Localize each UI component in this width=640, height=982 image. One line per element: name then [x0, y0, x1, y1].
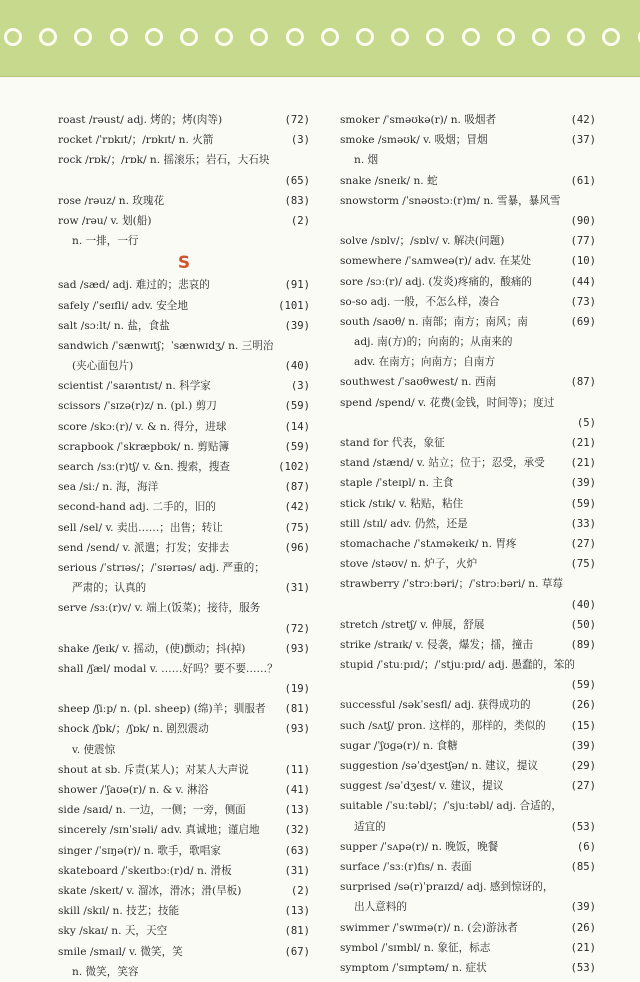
entry-text: suggestion /səˈdʒestʃən/ n. 建议，提议	[340, 760, 539, 772]
glossary-entry	[340, 857, 596, 877]
decorative-circle	[321, 28, 339, 46]
page-reference: (6)	[576, 840, 596, 853]
page-reference: (65)	[284, 174, 310, 187]
page-reference: (29)	[570, 760, 596, 772]
decorative-circle	[602, 28, 620, 46]
entry-text: strawberry /ˈstrɔːbəri/；/ˈstrɔːbəri/ n. 草莓	[340, 578, 564, 591]
glossary-entry	[58, 861, 310, 881]
entry-continuation	[58, 619, 310, 639]
entry-text: southwest /ˈsaʊθwest/ n. 西南	[340, 376, 497, 389]
page-reference: (81)	[284, 925, 310, 938]
glossary-entry	[58, 841, 310, 861]
page-reference: (39)	[284, 319, 310, 332]
glossary-entry	[58, 477, 310, 497]
page-reference: (75)	[284, 521, 310, 534]
glossary-entry	[58, 518, 310, 538]
entry-text: smoke /sməʊk/ v. 吸烟；冒烟	[340, 134, 488, 147]
glossary-entry	[340, 837, 596, 857]
glossary-entry	[58, 457, 310, 477]
page-reference: (63)	[284, 844, 310, 857]
decorative-circle	[250, 28, 268, 46]
page-reference: (81)	[284, 703, 310, 716]
page-reference: (40)	[284, 360, 310, 373]
entry-text: rock /rɒk/；/rɒk/ n. 摇滚乐；岩石，大石块	[58, 154, 270, 167]
decorative-circle	[286, 28, 304, 46]
glossary-entry	[58, 150, 310, 170]
page-reference: (42)	[284, 501, 310, 514]
entry-text: salt /sɔːlt/ n. 盐，食盐	[58, 319, 170, 332]
page-reference: (59)	[284, 400, 310, 413]
page-reference: (32)	[284, 824, 310, 837]
glossary-entry	[340, 655, 596, 675]
glossary-entry	[340, 958, 596, 978]
glossary-entry	[340, 393, 596, 413]
page-reference: (21)	[570, 941, 596, 954]
decorative-circle	[74, 28, 92, 46]
entry-continuation	[58, 578, 310, 598]
entry-text: singer /ˈsɪŋə(r)/ n. 歌手，歌唱家	[58, 844, 221, 857]
glossary-entry	[58, 396, 310, 416]
glossary-entry	[340, 251, 596, 271]
glossary-entry	[340, 292, 596, 312]
entry-text: sell /sel/ v. 卖出……；出售；转让	[58, 521, 223, 534]
entry-text: n. 一排，一行	[72, 235, 139, 248]
entry-continuation	[340, 897, 596, 917]
entry-text: stick /stɪk/ v. 粘贴，粘住	[340, 497, 464, 510]
entry-text: rocket /ˈrɒkɪt/；/rɒkɪt/ n. 火箭	[58, 134, 214, 147]
page-reference: (75)	[570, 558, 596, 571]
page-reference: (14)	[284, 420, 310, 433]
page-reference: (41)	[284, 784, 310, 796]
entry-continuation	[340, 413, 596, 433]
entry-text: supper /ˈsʌpə(r)/ n. 晚饭，晚餐	[340, 840, 499, 853]
entry-text: surface /ˈsɜː(r)fɪs/ n. 表面	[340, 860, 472, 873]
entry-text: serious /ˈstrɪəs/；/ˈsɪərɪəs/ adj. 严重的；	[58, 561, 265, 574]
glossary-entry	[340, 272, 596, 292]
entry-text: adj. 南(方)的；向南的；从南来的	[354, 336, 513, 349]
entry-text: v. 使震惊	[72, 743, 116, 756]
entry-text: stomachache /ˈstʌməkeɪk/ n. 胃疼	[340, 537, 517, 550]
glossary-entry	[340, 534, 596, 554]
page-reference: (67)	[284, 945, 310, 958]
entry-text: solve /sɒlv/；/sɒlv/ v. 解决(问题)	[340, 235, 505, 248]
decorative-circle	[426, 28, 444, 46]
entry-text: sandwich /ˈsænwɪtʃ；ˈsænwɪdʒ/ n. 三明治	[58, 339, 274, 352]
entry-text: surprised /sə(r)ˈpraɪzd/ adj. 感到惊讶的，	[340, 881, 554, 894]
entry-text: stand /stænd/ v. 站立；位于；忍受，承受	[340, 457, 545, 470]
page-reference: (26)	[570, 699, 596, 712]
glossary-entry	[58, 191, 310, 211]
glossary-entry	[340, 695, 596, 715]
glossary-entry	[58, 376, 310, 396]
entry-text: sincerely /sɪnˈsɪəli/ adv. 真诚地；谨启地	[58, 824, 260, 837]
glossary-entry	[340, 938, 596, 958]
entry-text: snowstorm /ˈsnəʊstɔː(r)m/ n. 雪暴，暴风雪	[340, 194, 561, 207]
page-reference: (90)	[570, 214, 596, 227]
page-reference: (87)	[570, 376, 596, 389]
entry-text: shock /ʃɒk/；/ʃɒk/ n. 剧烈震动	[58, 723, 209, 736]
entry-text: such /sʌtʃ/ pron. 这样的，那样的，类似的	[340, 719, 546, 732]
page-reference: (21)	[570, 437, 596, 449]
entry-text: stupid /ˈstuːpɪd/；/ˈstjuːpɪd/ adj. 愚蠢的，笨的	[340, 659, 575, 672]
entry-continuation	[58, 962, 310, 982]
glossary-entry	[340, 514, 596, 534]
entry-text: symptom /ˈsɪmptəm/ n. 症状	[340, 961, 487, 974]
glossary-entry	[340, 554, 596, 574]
entry-text: side /saɪd/ n. 一边，一侧；一旁，侧面	[58, 804, 246, 817]
glossary-entry	[58, 316, 310, 336]
glossary-entry	[58, 598, 310, 618]
glossary-entry	[58, 942, 310, 962]
entry-text: swimmer /ˈswɪmə(r)/ n. (会)游泳者	[340, 921, 518, 934]
page-reference: (72)	[284, 114, 310, 126]
glossary-entry	[58, 780, 310, 800]
glossary-entry	[58, 437, 310, 457]
entry-text: so-so adj. 一般，不怎么样，凑合	[340, 295, 500, 308]
page-reference: (10)	[570, 255, 596, 268]
entry-text: stretch /stretʃ/ v. 伸展，舒展	[340, 618, 485, 631]
entry-text: n. 微笑，笑容	[72, 965, 139, 978]
entry-text: snake /sneɪk/ n. 蛇	[340, 174, 438, 187]
decorative-circle	[4, 28, 22, 46]
page-reference: (91)	[284, 279, 310, 292]
page-reference: (2)	[290, 214, 310, 227]
glossary-entry	[340, 574, 596, 594]
glossary-entry	[58, 881, 310, 901]
page-reference: (93)	[284, 642, 310, 655]
glossary-entry	[58, 699, 310, 719]
page-reference: (83)	[284, 194, 310, 207]
entry-text: skill /skɪl/ n. 技艺；技能	[58, 905, 180, 918]
entry-text: scrapbook /ˈskræpbʊk/ n. 剪贴簿	[58, 440, 230, 453]
page-reference: (59)	[570, 497, 596, 510]
decorative-circle	[180, 28, 198, 46]
page-reference: (44)	[570, 275, 596, 288]
entry-continuation	[340, 595, 596, 615]
entry-text: shower /ˈʃaʊə(r)/ n. & v. 淋浴	[58, 784, 209, 796]
glossary-entry	[340, 716, 596, 736]
page-reference: (5)	[576, 416, 596, 429]
entry-text: (夹心面包片)	[72, 360, 134, 373]
entry-text: search /sɜː(r)tʃ/ v. &n. 搜索，搜查	[58, 461, 230, 473]
page-reference: (85)	[570, 860, 596, 873]
decorative-circle	[567, 28, 585, 46]
page-reference: (3)	[290, 380, 310, 393]
decorative-header-band	[0, 0, 640, 77]
glossary-entry	[340, 231, 596, 251]
page-reference: (61)	[570, 174, 596, 187]
page-reference: (53)	[570, 820, 596, 833]
entry-text: strike /straɪk/ v. 侵袭，爆发；擂，撞击	[340, 638, 533, 651]
page-reference: (31)	[284, 864, 310, 877]
entry-continuation	[340, 675, 596, 695]
decorative-circle	[145, 28, 163, 46]
entry-text: smoker /ˈsməʊkə(r)/ n. 吸烟者	[340, 114, 497, 126]
decorative-circle	[391, 28, 409, 46]
entry-text: 适宜的	[354, 820, 386, 833]
glossary-entry	[340, 130, 596, 150]
entry-text: scissors /ˈsɪzə(r)z/ n. (pl.) 剪刀	[58, 400, 217, 413]
glossary-entry	[58, 820, 310, 840]
page-reference: (39)	[570, 739, 596, 752]
entry-text: shout at sb. 斥责(某人)；对某人大声说	[58, 763, 249, 776]
entry-text: safely /ˈseɪfli/ adv. 安全地	[58, 299, 188, 312]
glossary-entry	[58, 760, 310, 780]
glossary-entry	[340, 312, 596, 332]
entry-continuation	[58, 356, 310, 376]
entry-text: shake /ʃeɪk/ v. 摇动，(使)颤动；抖(掉)	[58, 642, 246, 655]
entry-continuation	[340, 332, 596, 352]
entry-text: sugar /ˈʃʊɡə(r)/ n. 食糖	[340, 739, 458, 752]
entry-text: shall /ʃæl/ modal v. ……好吗？要不要……？	[58, 662, 278, 675]
decorative-circle-row	[0, 28, 640, 54]
glossary-entry	[58, 901, 310, 921]
entry-text: n. 烟	[354, 154, 379, 167]
page-reference: (89)	[570, 638, 596, 651]
glossary-column-left	[58, 110, 310, 982]
page-reference: (37)	[570, 134, 596, 147]
page-reference: (59)	[570, 679, 596, 692]
entry-text: score /skɔː(r)/ v. & n. 得分，进球	[58, 420, 227, 433]
glossary-entry	[340, 776, 596, 796]
page-reference: (2)	[290, 884, 310, 897]
decorative-circle	[462, 28, 480, 46]
glossary-entry	[58, 110, 310, 130]
page-reference: (11)	[284, 763, 310, 776]
entry-text: sad /sæd/ adj. 难过的；悲哀的	[58, 279, 210, 292]
glossary-column-right	[340, 110, 596, 978]
entry-text: sea /siː/ n. 海，海洋	[58, 481, 159, 494]
page-reference: (69)	[570, 315, 596, 328]
page-reference: (50)	[570, 618, 596, 631]
decorative-circle	[356, 28, 374, 46]
page-reference: (39)	[570, 477, 596, 490]
page-reference: (26)	[570, 921, 596, 934]
entry-text: successful /səkˈsesfl/ adj. 获得成功的	[340, 699, 531, 712]
glossary-entry	[340, 453, 596, 473]
entry-continuation	[58, 679, 310, 699]
page-reference: (53)	[570, 961, 596, 974]
page-reference: (102)	[278, 461, 310, 473]
entry-text: suitable /ˈsuːtəbl/；/ˈsjuːtəbl/ adj. 合适的，	[340, 800, 562, 813]
glossary-entry	[340, 473, 596, 493]
glossary-entry	[58, 800, 310, 820]
page-reference: (101)	[278, 299, 310, 312]
page-reference: (13)	[284, 804, 310, 817]
entry-continuation	[58, 231, 310, 251]
glossary-entry	[340, 756, 596, 776]
entry-text: staple /ˈsteɪpl/ n. 主食	[340, 477, 454, 490]
decorative-circle	[110, 28, 128, 46]
entry-text: symbol /ˈsɪmbl/ n. 象征，标志	[340, 941, 491, 954]
entry-text: 严肃的；认真的	[72, 582, 147, 595]
entry-text: second-hand adj. 二手的，旧的	[58, 501, 216, 514]
glossary-entry	[340, 494, 596, 514]
glossary-entry	[340, 171, 596, 191]
glossary-entry	[58, 659, 310, 679]
glossary-entry	[58, 336, 310, 356]
glossary-entry	[58, 275, 310, 295]
page-reference: (21)	[570, 457, 596, 470]
glossary-entry	[340, 615, 596, 635]
entry-text: roast /rəust/ adj. 烤的；烤(肉等)	[58, 114, 223, 126]
page-reference: (59)	[284, 440, 310, 453]
glossary-entry	[58, 639, 310, 659]
glossary-entry	[340, 433, 596, 453]
glossary-entry	[340, 191, 596, 211]
entry-text: serve /sɜː(r)v/ v. 端上(饭菜)；接待，服务	[58, 602, 261, 615]
entry-text: rose /rəuz/ n. 玫瑰花	[58, 194, 165, 207]
glossary-entry	[340, 796, 596, 816]
entry-text: smile /smaɪl/ v. 微笑，笑	[58, 945, 183, 958]
page-reference: (77)	[570, 235, 596, 248]
entry-continuation	[58, 740, 310, 760]
entry-text: suggest /səˈdʒest/ v. 建议，提议	[340, 780, 504, 793]
entry-continuation	[340, 150, 596, 170]
entry-text: south /saʊθ/ n. 南部；南方；南风；南	[340, 315, 528, 328]
entry-text: somewhere /ˈsʌmweə(r)/ adv. 在某处	[340, 255, 532, 268]
entry-text: skateboard /ˈskeɪtbɔː(r)d/ n. 滑板	[58, 864, 232, 877]
page-reference: (31)	[284, 582, 310, 595]
entry-text: stove /stəʊv/ n. 炉子，火炉	[340, 558, 478, 571]
glossary-entry	[58, 417, 310, 437]
entry-text: skate /skeɪt/ v. 溜冰，滑冰；滑(旱板)	[58, 884, 242, 897]
glossary-entry	[340, 918, 596, 938]
page-reference: (19)	[284, 683, 310, 696]
glossary-entry	[340, 736, 596, 756]
page-reference: (33)	[570, 517, 596, 530]
entry-text: sore /sɔː(r)/ adj. (发炎)疼痛的，酸痛的	[340, 275, 533, 288]
glossary-entry	[58, 558, 310, 578]
glossary-entry	[58, 211, 310, 231]
glossary-entry	[340, 372, 596, 392]
page-reference: (15)	[570, 719, 596, 732]
glossary-entry	[58, 538, 310, 558]
entry-text: spend /spend/ v. 花费(金钱，时间等)；度过	[340, 396, 555, 409]
page-reference: (87)	[284, 481, 310, 494]
entry-text: 出人意料的	[354, 901, 407, 914]
page-reference: (39)	[570, 901, 596, 914]
glossary-entry	[58, 130, 310, 150]
entry-text: sky /skaɪ/ n. 天，天空	[58, 925, 168, 938]
glossary-entry	[340, 110, 596, 130]
section-heading	[58, 251, 310, 275]
entry-continuation	[340, 352, 596, 372]
entry-text: adv. 在南方；向南方；自南方	[354, 356, 496, 369]
glossary-entry	[58, 497, 310, 517]
page-reference: (27)	[570, 537, 596, 550]
page-reference: (42)	[570, 114, 596, 126]
entry-continuation	[58, 171, 310, 191]
page-reference: (3)	[290, 134, 310, 147]
section-letter: S	[177, 253, 191, 274]
glossary-entry	[340, 877, 596, 897]
entry-text: row /rəu/ v. 划(船)	[58, 214, 152, 227]
page-reference: (96)	[284, 541, 310, 554]
decorative-circle	[215, 28, 233, 46]
glossary-entry	[340, 635, 596, 655]
entry-text: stand for 代表，象征	[340, 437, 445, 449]
decorative-circle	[39, 28, 57, 46]
entry-continuation	[340, 211, 596, 231]
page-reference: (72)	[284, 622, 310, 635]
decorative-circle	[532, 28, 550, 46]
entry-text: sheep /ʃiːp/ n. (pl. sheep) (绵)羊；驯服者	[58, 703, 266, 716]
entry-text: send /send/ v. 派遣；打发；安排去	[58, 541, 230, 554]
entry-continuation	[340, 817, 596, 837]
entry-text: still /stɪl/ adv. 仍然，还是	[340, 517, 468, 530]
page-reference: (27)	[570, 780, 596, 793]
glossary-entry	[58, 719, 310, 739]
page-reference: (73)	[570, 295, 596, 308]
glossary-entry	[58, 921, 310, 941]
page-reference: (93)	[284, 723, 310, 736]
entry-text: scientist /ˈsaɪəntɪst/ n. 科学家	[58, 380, 211, 393]
page-reference: (13)	[284, 905, 310, 918]
decorative-circle	[497, 28, 515, 46]
page-reference: (40)	[570, 598, 596, 611]
glossary-entry	[58, 296, 310, 316]
